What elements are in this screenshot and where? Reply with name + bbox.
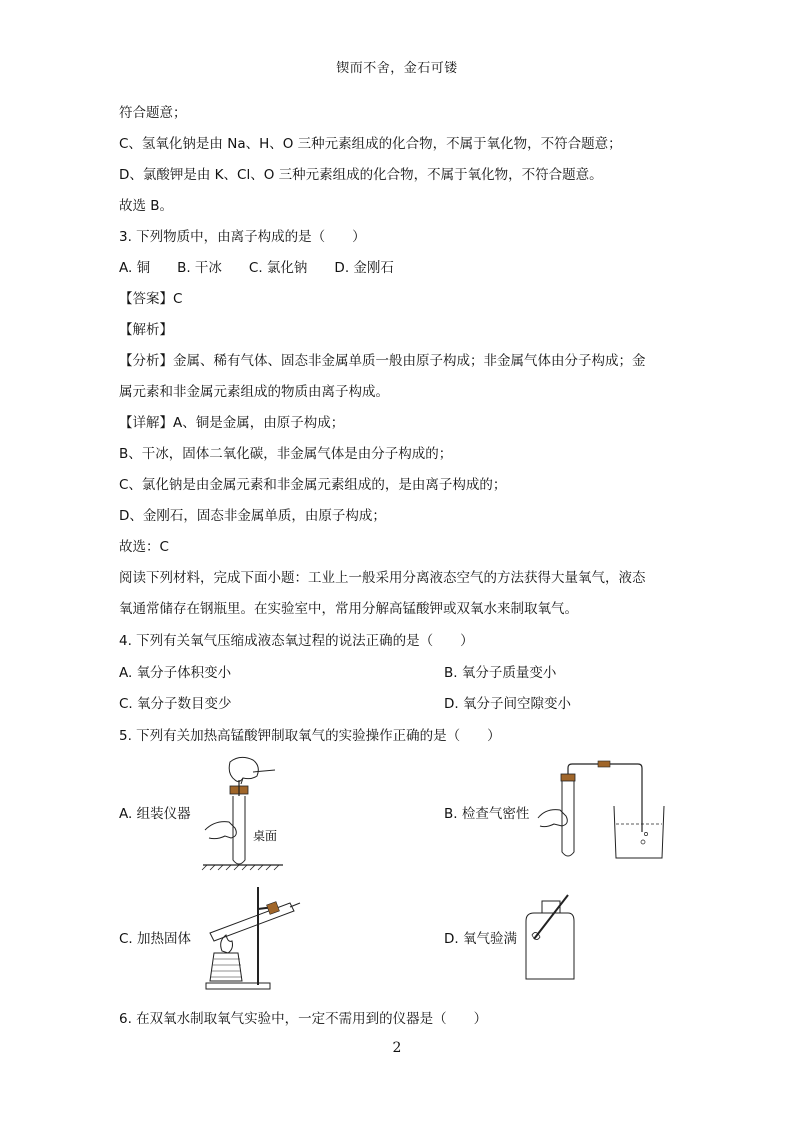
choose-line: 故选：C (119, 539, 169, 555)
q5-option-b: B. 检查气密性 (444, 806, 530, 822)
q4-option-c: C. 氧分子数目变少 (119, 696, 232, 712)
page-header: 锲而不舍，金石可镂 (336, 61, 458, 76)
detail-text: D、金刚石，固态非金属单质，由原子构成； (119, 508, 386, 524)
question-5: 5. 下列有关加热高锰酸钾制取氧气的实验操作正确的是（ ） (119, 728, 501, 744)
detail-text: B、干冰，固体二氧化碳，非金属气体是由分子构成的； (119, 446, 453, 462)
text-line: 符合题意； (119, 105, 187, 121)
text-line: 故选 B。 (119, 198, 174, 214)
analysis-text: 属元素和非金属元素组成的物质由离子构成。 (119, 384, 389, 400)
question-4: 4. 下列有关氧气压缩成液态氧过程的说法正确的是（ ） (119, 633, 474, 649)
page-number: 2 (392, 1040, 402, 1056)
analysis-text: 【分析】金属、稀有气体、固态非金属单质一般由原子构成；非金属气体由分子构成；金 (119, 353, 646, 369)
question-6: 6. 在双氧水制取氧气实验中，一定不需用到的仪器是（ ） (119, 1011, 488, 1027)
heating-solid-figure (200, 885, 305, 990)
q4-option-d: D. 氧分子间空隙变小 (444, 696, 571, 712)
air-tightness-figure (530, 762, 665, 867)
analysis-heading: 【解析】 (119, 322, 173, 338)
q5-option-d: D. 氧气验满 (444, 931, 517, 947)
text-line: D、氯酸钾是由 K、Cl、O 三种元素组成的化合物，不属于氧化物，不符合题意。 (119, 167, 603, 183)
reading-text: 氧通常储存在钢瓶里。在实验室中，常用分解高锰酸钾或双氧水来制取氧气。 (119, 601, 578, 617)
answer-line: 【答案】C (119, 291, 183, 307)
text-line: C、氢氧化钠是由 Na、H、O 三种元素组成的化合物，不属于氧化物，不符合题意； (119, 136, 622, 152)
q4-option-b: B. 氧分子质量变小 (444, 665, 557, 681)
question-3-options: A. 铜 B. 干冰 C. 氯化钠 D. 金刚石 (119, 260, 394, 276)
reading-text: 阅读下列材料，完成下面小题：工业上一般采用分离液态空气的方法获得大量氧气，液态 (119, 570, 646, 586)
q4-option-a: A. 氧分子体积变小 (119, 665, 232, 681)
desk-label: 桌面 (253, 829, 278, 843)
detail-text: C、氯化钠是由金属元素和非金属元素组成的，是由离子构成的； (119, 477, 507, 493)
question-3: 3. 下列物质中，由离子构成的是（ ） (119, 229, 366, 245)
q5-option-c: C. 加热固体 (119, 931, 192, 947)
oxygen-full-test-figure (520, 893, 580, 985)
detail-text: 【详解】A、铜是金属，由原子构成； (119, 415, 345, 431)
assemble-apparatus-figure (195, 752, 290, 872)
q5-option-a: A. 组装仪器 (119, 806, 191, 822)
